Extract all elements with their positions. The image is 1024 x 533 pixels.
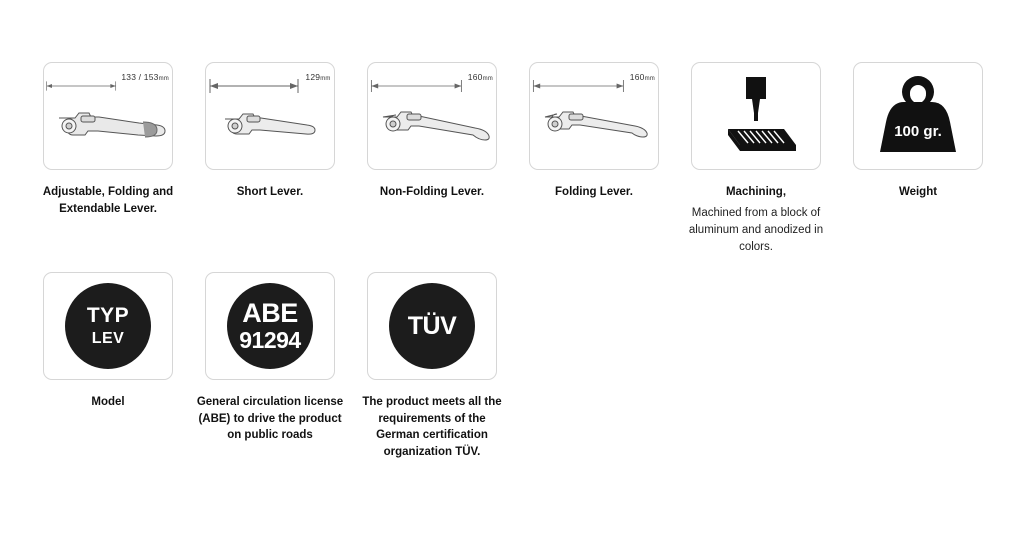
machining-tile: [691, 62, 821, 170]
model-tile: [43, 272, 173, 380]
feature-caption: Model: [91, 396, 125, 408]
feature-subcaption: Machined from a block of aluminum and anodized in colors.: [688, 206, 824, 254]
dimension-label: 160mm: [627, 72, 658, 82]
feature-adjustable-folding-extendable-lever: [42, 62, 174, 256]
dimension-label: 160mm: [465, 72, 496, 82]
feature-caption: Non-Folding Lever.: [379, 186, 485, 198]
feature-tuv-certification: [362, 272, 502, 461]
feature-short-lever: [204, 62, 336, 256]
feature-machining: [690, 62, 822, 256]
feature-caption: Adjustable, Folding and Extendable Lever.: [42, 186, 174, 215]
typ-lev-badge-icon: [65, 283, 151, 369]
dimension-annotation: [44, 72, 172, 95]
feature-caption: Machining,: [725, 186, 787, 198]
cnc-machining-icon: [708, 73, 804, 159]
dimension-label: 129mm: [302, 72, 333, 82]
feature-non-folding-lever: [366, 62, 498, 256]
feature-folding-lever: [528, 62, 660, 256]
dimension-annotation: [530, 72, 658, 95]
weight-kettlebell-icon: [870, 70, 966, 162]
dimension-line-icon: [368, 77, 465, 95]
dimension-line-icon: [44, 77, 118, 95]
badge-line-1: TÜV: [407, 311, 457, 340]
dimension-line-icon: [530, 77, 627, 95]
badge-line-1: ABE: [242, 298, 298, 328]
lever-tile: [43, 62, 173, 170]
feature-caption: Weight: [898, 186, 938, 198]
lever-tile: [529, 62, 659, 170]
feature-caption: Folding Lever.: [555, 186, 633, 198]
feature-row-1: [42, 62, 1014, 256]
dimension-annotation: [368, 72, 496, 95]
feature-model: [42, 272, 174, 461]
lever-illustration-icon: [215, 99, 325, 155]
feature-caption: The product meets all the requirements of the German certification organization TÜV.: [362, 396, 502, 459]
dimension-line-icon: [206, 77, 302, 95]
weight-tile: [853, 62, 983, 170]
lever-tile: [205, 62, 335, 170]
lever-illustration-icon: [373, 99, 491, 155]
feature-caption: General circulation license (ABE) to drive the product on public roads: [196, 396, 344, 442]
feature-weight: [852, 62, 984, 256]
lever-illustration-icon: [47, 96, 169, 156]
abe-tile: [205, 272, 335, 380]
lever-tile: [367, 62, 497, 170]
feature-caption: Short Lever.: [236, 186, 304, 198]
abe-badge-icon: [227, 283, 313, 369]
badge-line-2: 91294: [239, 327, 301, 353]
tuv-badge-icon: [389, 283, 475, 369]
tuv-tile: [367, 272, 497, 380]
badge-line-2: LEV: [91, 330, 125, 347]
dimension-annotation: [206, 72, 334, 95]
dimension-label: 133 / 153mm: [118, 72, 172, 82]
lever-illustration-icon: [535, 99, 653, 155]
feature-abe-certification: [196, 272, 344, 461]
feature-row-2: [42, 272, 528, 461]
badge-line-1: TYP: [86, 304, 130, 327]
weight-value-label: 100 gr.: [894, 123, 942, 140]
